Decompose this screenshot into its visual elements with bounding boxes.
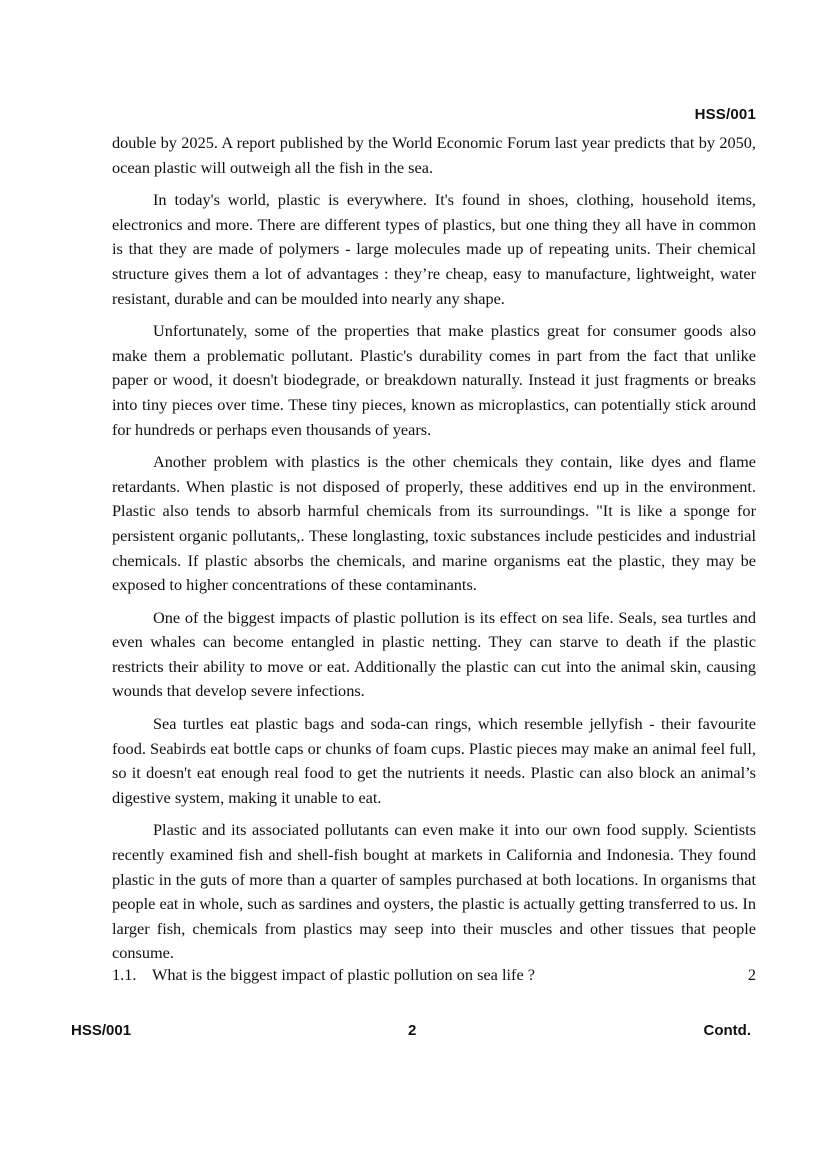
footer-course-code: HSS/001 [71,1022,132,1039]
paragraph: Another problem with plastics is the other chemicals they contain, like dyes and flame retardants. When plastic is not disposed of properly, these additives end up in the environment. Plastic also tends to absorb harmful chemicals from its surroundings. "It is like a sponge for persistent organic pollutants,. These longlasting, toxic substances include pesticides and industrial chemicals. If plastic absorbs the chemicals, and marine organisms eat the plastic, they may be exposed to higher concentrations of these contaminants. [112,452,756,595]
question-text: What is the biggest impact of plastic pollution on sea life ? [152,965,535,984]
question-number: 1.1. [112,965,137,984]
question-marks: 2 [747,965,756,984]
paragraph: Sea turtles eat plastic bags and soda-can rings, which resemble jellyfish - their favourite food. Seabirds eat bottle caps or chunks of foam cups. Plastic pieces may make an animal feel full, so it doesn't eat enough real food to get the nutrients it needs. Plastic can also block an animal’s digestive system, making it unable to eat. [112,714,756,807]
paragraph: Plastic and its associated pollutants can even make it into our own food supply. Scientists recently examined fish and shell-fish bought at markets in California and Indonesia. They found plastic in the guts of more than a quarter of samples purchased at both locations. In organisms that people eat in whole, such as sardines and oysters, the plastic is actually getting transferred to us. In larger fish, chemicals from plastics may seep into their muscles and other tissues that people consume. [112,820,756,963]
footer-page-number: 2 [408,1022,417,1039]
paragraph: Unfortunately, some of the properties that make plastics great for consumer goods also make them a problematic pollutant. Plastic's durability comes in part from the fact that unlike paper or wood, it doesn't biodegrade, or breakdown naturally. Instead it just fragments or breaks into tiny pieces over time. These tiny pieces, known as microplastics, can potentially stick around for hundreds or perhaps even thousands of years. [112,321,756,439]
paragraph-continued: double by 2025. A report published by the World Economic Forum last year predicts that by 2050, ocean plastic will outweigh all the fish in the sea. [112,133,756,177]
footer-continued: Contd. [703,1022,751,1039]
paragraph: In today's world, plastic is everywhere. It's found in shoes, clothing, household items, electronics and more. There are different types of plastics, but one thing they all have in common is that they are made of polymers - large molecules made up of repeating units. Their chemical structure gives them a lot of advantages : they’re cheap, easy to manufacture, lightweight, water resistant, durable and can be moulded into nearly any shape. [112,190,756,308]
passage [112,131,756,974]
paragraph: One of the biggest impacts of plastic pollution is its effect on sea life. Seals, sea turtles and even whales can become entangled in plastic netting. They can starve to death if the plastic restricts their ability to move or eat. Additionally the plastic can cut into the animal skin, causing wounds that develop severe infections. [112,607,756,701]
header-course-code: HSS/001 [694,106,756,123]
